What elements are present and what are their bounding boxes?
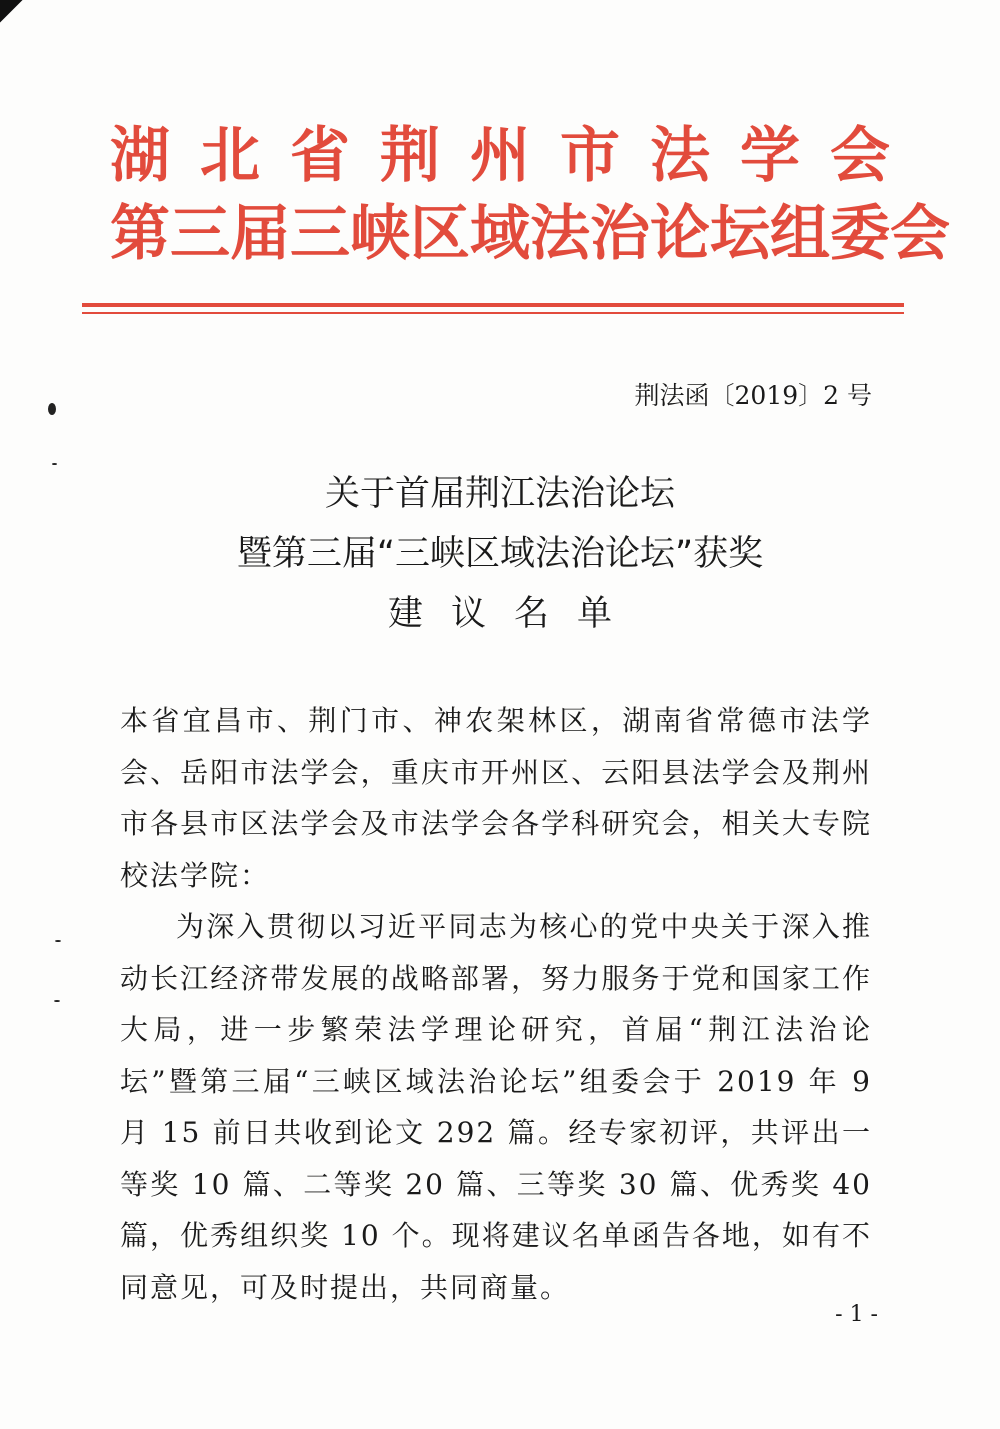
page-number: - 1 - [835, 1302, 878, 1327]
scan-speck [54, 1000, 60, 1002]
header-rule-thick [82, 303, 904, 307]
addressee-paragraph: 本省宜昌市、荆门市、神农架林区，湖南省常德市法学会、岳阳市法学会，重庆市开州区、云阳县法学会及荆州市各县市区法学会及市法学会各学科研究会，相关大专院校法学院： [120, 704, 872, 892]
scan-corner-mark [0, 0, 40, 34]
document-body [120, 695, 872, 1313]
header-rule-thin [82, 312, 904, 314]
body-paragraph: 为深入贯彻以习近平同志为核心的党中央关于深入推动长江经济带发展的战略部署，努力服务于党和国家工作大局，进一步繁荣法学理论研究，首届“荆江法治论坛”暨第三届“三峡区域法治论坛”组委会于 2019 年 9 月 15 前日共收到论文 292 篇。经专家初评，共评出一等奖 10 篇、二等奖 20 篇、三等奖 30 篇、优秀奖 40 篇，优秀组织奖 10 个。现将建议名单函告各地，如有不同意见，可及时提出，共同商量。 [120, 910, 872, 1304]
issuer-name-line2: 第三届三峡区域法治论坛组委会 [110, 199, 950, 269]
scan-speck [48, 403, 56, 415]
document-title-line1: 关于首届荆江法治论坛 [324, 474, 675, 514]
document-title-line3: 建议名单 [387, 594, 640, 634]
scan-speck [52, 463, 57, 465]
issuer-name-line1: 湖北省荆州市法学会 [110, 121, 890, 191]
scan-speck [55, 940, 61, 942]
document-title-line2: 暨第三届“三峡区域法治论坛”获奖 [236, 534, 764, 574]
document-number: 荆法函〔2019〕2 号 [634, 381, 872, 410]
